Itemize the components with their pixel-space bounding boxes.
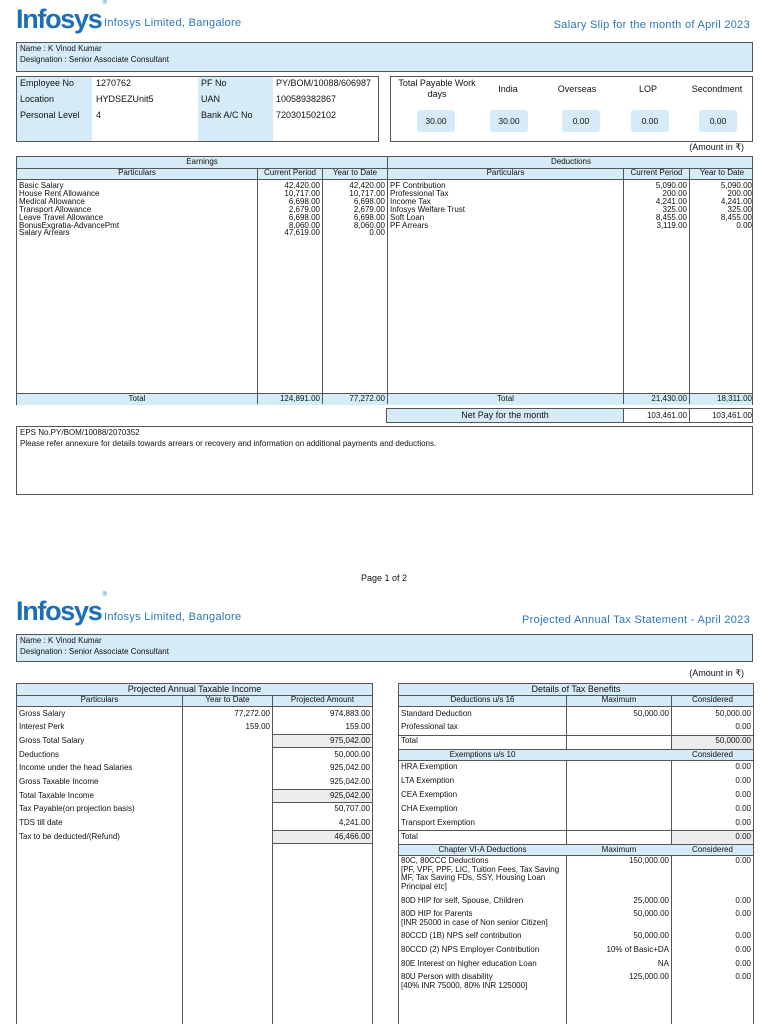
income-row-projected: 4,241.00	[338, 818, 370, 828]
notes-box	[16, 426, 753, 495]
income-row-ytd: 77,272.00	[234, 708, 270, 718]
sec16-row-considered: 50,000.00	[715, 736, 751, 746]
earnings-row-ytd: 8,060.00	[353, 220, 385, 230]
taxable-income-title: Projected Annual Taxable Income	[127, 684, 262, 694]
income-row-ytd: 159.00	[245, 722, 270, 732]
info-label: UAN	[201, 94, 221, 104]
sec16-title: Deductions u/s 16	[450, 695, 515, 704]
via-row-maximum: 125,000.00	[628, 972, 669, 982]
via-row-maximum: 50,000.00	[633, 909, 669, 919]
via-row-line: 80U Person with disability	[401, 972, 493, 982]
earnings-row-current: 8,060.00	[288, 220, 320, 230]
earnings-row-current: 2,679.00	[288, 204, 320, 214]
deductions-row-ytd: 325.00	[727, 204, 752, 214]
deductions-row-name: Soft Loan	[390, 212, 425, 222]
sec10-row-name: CEA Exemption	[401, 790, 458, 799]
sec10-row-considered: 0.00	[735, 803, 751, 813]
days-secondment-value: 0.00	[699, 110, 737, 132]
sec16-row-considered: 50,000.00	[715, 708, 751, 718]
info-value: 1270762	[96, 78, 132, 88]
sec10-row-name: Total	[401, 831, 418, 841]
via-title: Chapter VI-A Deductions	[438, 845, 527, 855]
tax-statement-title: Projected Annual Tax Statement - April 2023	[522, 614, 750, 626]
deductions-title: Deductions	[550, 157, 592, 166]
sec16-row-maximum: 50,000.00	[633, 708, 669, 718]
deductions-row-ytd: 8,455.00	[720, 212, 752, 222]
earnings-deductions-table	[16, 156, 753, 405]
info-value: 100589382867	[276, 94, 337, 104]
via-row-name	[401, 946, 565, 955]
info-value: 4	[96, 110, 102, 120]
via-row-maximum: 10% of Basic+DA	[606, 944, 669, 954]
employee-designation: Designation : Senior Associate Consultant	[20, 54, 169, 64]
income-row-projected: 159.00	[345, 722, 370, 732]
via-row-considered: 0.00	[735, 909, 751, 919]
via-row-name	[401, 897, 565, 906]
income-row-projected: 46,466.00	[334, 831, 370, 841]
income-row-projected: 925,042.00	[329, 763, 370, 773]
via-row-line: 80E Interest on higher education Loan	[401, 958, 537, 968]
earnings-col-particulars: Particulars	[118, 168, 156, 177]
via-row-considered: 0.00	[735, 856, 751, 866]
company-name: Infosys Limited, Bangalore	[104, 17, 242, 29]
earnings-title: Earnings	[186, 157, 218, 166]
sec10-row-considered: 0.00	[735, 790, 751, 799]
deductions-row-name: Professional Tax	[390, 188, 449, 198]
sec10-col-considered: Considered	[692, 749, 733, 759]
income-col-projected: Projected Amount	[290, 695, 355, 704]
sec10-row-name: Transport Exemption	[401, 817, 475, 827]
page-number: Page 1 of 2	[360, 573, 408, 583]
income-col-ytd: Year to Date	[205, 695, 250, 704]
earnings-row-name: House Rent Allowance	[19, 188, 100, 198]
earnings-total-current: 124,891.00	[279, 394, 320, 403]
deductions-row-ytd: 200.00	[727, 188, 752, 198]
via-row-line: MF, Tax Saving FDs, SSY, Housing Loan	[401, 873, 546, 883]
deductions-row-current: 4,241.00	[655, 196, 687, 206]
earnings-row-ytd: 6,698.00	[353, 196, 385, 206]
days-india-value: 30.00	[490, 110, 528, 132]
earnings-row-ytd: 0.00	[369, 228, 385, 238]
deductions-col-ytd: Year to Date	[699, 168, 745, 177]
income-row-projected: 50,707.00	[334, 804, 370, 814]
income-row-name: Gross Salary	[19, 708, 66, 718]
deductions-total-ytd: 18,311.00	[717, 394, 752, 403]
sec10-row-considered: 0.00	[735, 776, 751, 786]
earnings-row-name: Transport Allowance	[19, 204, 92, 214]
deductions-row-name: PF Contribution	[390, 181, 446, 190]
sec10-row-name: CHA Exemption	[401, 803, 458, 813]
deductions-row-ytd: 5,090.00	[720, 181, 752, 190]
days-header-total: Total Payable Work days	[398, 78, 476, 99]
income-row-name: Total Taxable Income	[19, 790, 95, 800]
info-label: PF No	[201, 78, 227, 88]
earnings-col-ytd: Year to Date	[332, 168, 378, 177]
via-col-considered: Considered	[692, 845, 733, 855]
income-row-name: Deductions	[19, 749, 60, 759]
via-row-line: [40% INR 75000, 80% INR 125000]	[401, 980, 528, 990]
infosys-logo: Infosys®	[16, 592, 106, 626]
income-row-projected: 925,042.00	[329, 777, 370, 786]
sec16-row-name: Total	[401, 736, 418, 746]
via-row-line: 80D HIP for Parents	[401, 909, 473, 919]
via-row-line: 80CCD (2) NPS Employer Contribution	[401, 944, 540, 954]
info-label: Personal Level	[20, 110, 80, 120]
via-row-name	[401, 910, 565, 927]
days-header-india: India	[498, 84, 518, 94]
deductions-row-name: PF Arrears	[390, 220, 429, 230]
deductions-total-current: 21,430.00	[651, 394, 687, 403]
deductions-total-label: Total	[497, 394, 514, 403]
earnings-row-current: 47,619.00	[284, 228, 320, 238]
earnings-row-name: Leave Travel Allowance	[19, 212, 104, 222]
earnings-col-current: Current Period	[263, 168, 317, 177]
income-row-name: TDS till date	[19, 818, 63, 828]
earnings-row-current: 42,420.00	[284, 181, 320, 190]
sec16-row-considered: 0.00	[735, 722, 751, 732]
info-label: Bank A/C No	[201, 110, 253, 120]
earnings-row-current: 6,698.00	[288, 212, 320, 222]
income-row-projected: 50,000.00	[334, 749, 370, 759]
earnings-row-current: 6,698.00	[288, 196, 320, 206]
earnings-row-name: Basic Salary	[19, 181, 64, 190]
sec16-col-considered: Considered	[692, 695, 733, 704]
income-row-name: Gross Taxable Income	[19, 777, 99, 786]
days-header-overseas: Overseas	[557, 84, 597, 94]
via-row-line: 80C, 80CCC Deductions	[401, 856, 489, 866]
income-row-projected: 974,883.00	[329, 708, 370, 718]
deductions-row-current: 8,455.00	[655, 212, 687, 222]
via-row-line: [INR 25000 in case of Non senior Citizen]	[401, 917, 548, 927]
income-row-name: Interest Perk	[19, 722, 65, 732]
sec10-row-name: LTA Exemption	[401, 776, 455, 786]
net-pay-current: 103,461.00	[646, 411, 687, 420]
earnings-row-ytd: 6,698.00	[353, 212, 385, 222]
via-col-maximum: Maximum	[601, 845, 637, 855]
info-label: Location	[20, 94, 55, 104]
sec10-row-considered: 0.00	[735, 831, 751, 841]
via-row-line: 80D HIP for self, Spouse, Children	[401, 895, 524, 905]
deductions-row-name: Infosys Welfare Trust	[390, 204, 465, 214]
taxable-income-table	[16, 683, 373, 1024]
earnings-row-ytd: 10,717.00	[349, 188, 385, 198]
income-row-name: Income under the head Salaries	[19, 763, 133, 773]
amount-note: (Amount in ₹)	[689, 668, 744, 678]
sec16-row-name: Standard Deduction	[401, 708, 472, 718]
annexure-note: Please refer annexure for details towards arrears or recovery and information on additional payments and deductions.	[20, 438, 437, 448]
income-col-particulars: Particulars	[80, 695, 119, 704]
net-pay-row	[386, 408, 753, 423]
sec16-col-maximum: Maximum	[601, 695, 637, 704]
column-divider	[182, 706, 183, 1024]
days-lop-value: 0.00	[631, 110, 669, 132]
income-row-name: Tax to be deducted/(Refund)	[19, 831, 120, 841]
earnings-row-name: BonusExgratia-AdvancePmt	[19, 220, 120, 230]
net-pay-ytd: 103,461.00	[711, 411, 752, 420]
tax-benefits-title: Details of Tax Benefits	[531, 684, 621, 694]
amount-note: (Amount in ₹)	[689, 142, 744, 152]
net-pay-label: Net Pay for the month	[461, 410, 549, 420]
employee-name: Name : K Vinod Kumar	[20, 636, 102, 645]
via-row-maximum: 50,000.00	[633, 931, 669, 941]
info-value: HYDSEZUnit5	[96, 94, 154, 104]
employee-header	[16, 42, 753, 72]
info-label: Employee No	[20, 78, 75, 88]
column-divider	[272, 706, 273, 1024]
days-header-lop: LOP	[638, 84, 657, 94]
infosys-logo: Infosys®	[16, 0, 106, 34]
via-row-considered: 0.00	[735, 958, 751, 968]
via-row-considered: 0.00	[735, 931, 751, 941]
via-row-line: Principal etc]	[401, 881, 447, 891]
earnings-row-ytd: 42,420.00	[349, 181, 385, 190]
deductions-row-ytd: 0.00	[736, 220, 752, 230]
employee-info-box	[16, 76, 379, 142]
via-row-considered: 0.00	[735, 895, 751, 905]
info-value: PY/BOM/10088/606987	[276, 78, 372, 88]
deductions-row-current: 200.00	[662, 188, 687, 198]
via-row-line: [PF, VPF, PPF, LIC, Tuition Fees, Tax Saving	[401, 864, 560, 874]
info-value: 720301502102	[276, 110, 337, 120]
via-row-maximum: 150,000.00	[628, 856, 669, 866]
earnings-total-ytd: 77,272.00	[349, 394, 385, 403]
deductions-col-current: Current Period	[630, 168, 683, 177]
earnings-row-name: Medical Allowance	[19, 196, 85, 206]
earnings-row-current: 10,717.00	[284, 188, 320, 198]
sec10-row-considered: 0.00	[735, 817, 751, 827]
income-row-projected: 975,042.00	[329, 735, 370, 745]
via-row-name	[401, 960, 565, 969]
company-name: Infosys Limited, Bangalore	[104, 611, 242, 623]
work-days-box	[390, 76, 753, 142]
row-divider	[399, 760, 753, 761]
deductions-row-ytd: 4,241.00	[720, 196, 752, 206]
via-row-considered: 0.00	[735, 944, 751, 954]
days-header-secondment: Secondment	[691, 84, 743, 94]
sec10-title: Exemptions u/s 10	[449, 749, 516, 759]
deductions-row-current: 5,090.00	[655, 181, 687, 190]
employee-designation: Designation : Senior Associate Consultant	[20, 646, 169, 656]
via-row-maximum: NA	[657, 958, 669, 968]
income-row-projected: 925,042.00	[329, 790, 370, 800]
sec10-row-considered: 0.00	[735, 762, 751, 772]
deductions-col-particulars: Particulars	[486, 168, 525, 177]
employee-header	[16, 634, 753, 662]
earnings-row-name: Salary Arrears	[19, 228, 70, 238]
via-row-name	[401, 932, 565, 941]
employee-name: Name : K Vinod Kumar	[20, 44, 102, 53]
via-row-name	[401, 973, 565, 990]
via-row-maximum: 25,000.00	[633, 895, 669, 905]
deductions-row-name: Income Tax	[390, 196, 431, 206]
earnings-row-ytd: 2,679.00	[353, 204, 385, 214]
days-overseas-value: 0.00	[562, 110, 600, 132]
deductions-row-current: 3,119.00	[656, 220, 687, 230]
eps-number: EPS No.PY/BOM/10088/2070352	[20, 428, 140, 437]
sec10-row-name: HRA Exemption	[401, 762, 458, 772]
days-total-value: 30.00	[417, 110, 455, 132]
slip-title: Salary Slip for the month of April 2023	[553, 19, 750, 31]
earnings-total-label: Total	[128, 394, 146, 403]
income-row-name: Gross Total Salary	[19, 735, 85, 745]
sec16-row-name: Professional tax	[401, 722, 458, 732]
via-row-name	[401, 857, 565, 891]
via-row-line: 80CCD (1B) NPS self contribution	[401, 931, 522, 941]
via-row-considered: 0.00	[735, 972, 751, 982]
deductions-row-current: 325.00	[662, 204, 687, 214]
tax-benefits-table	[398, 683, 754, 1024]
income-row-name: Tax Payable(on projection basis)	[19, 804, 135, 814]
